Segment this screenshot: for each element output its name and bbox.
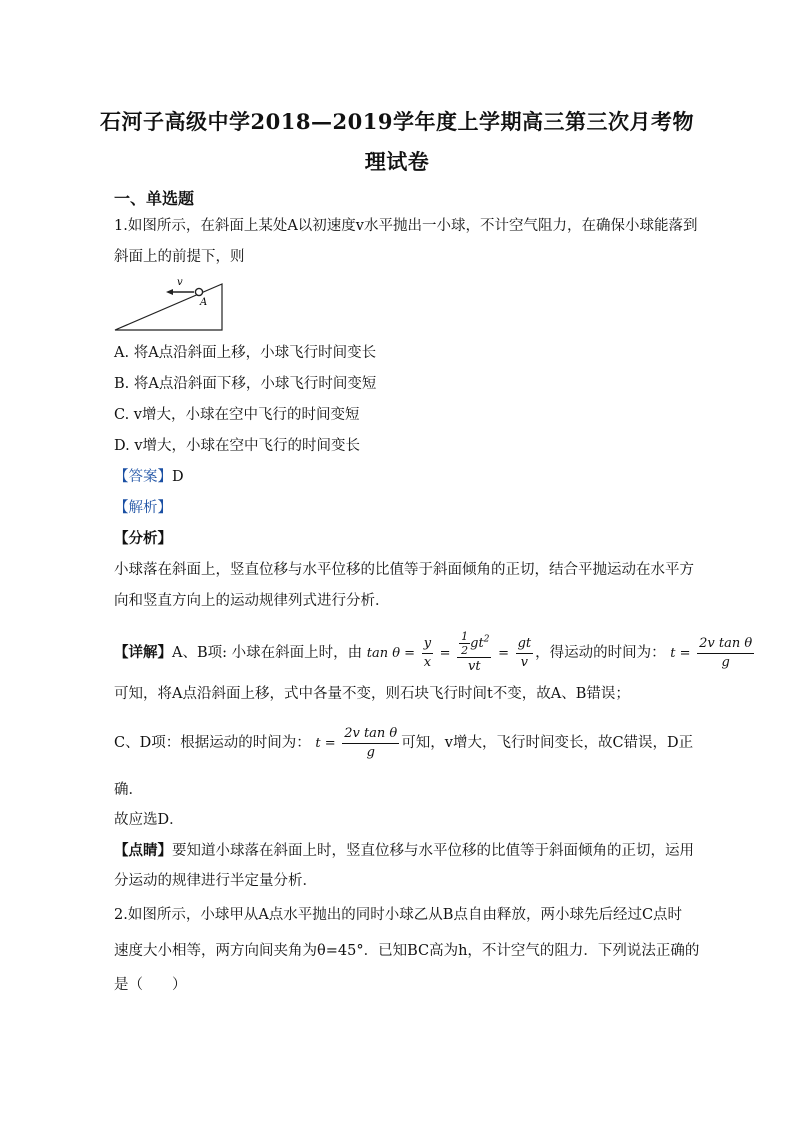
eq-half: [459, 630, 470, 657]
eq-numerator: [457, 630, 491, 658]
eq-v: v: [520, 654, 529, 670]
analysis-tag: 【解析】: [114, 500, 172, 516]
detail-cd-line2: 确．: [114, 782, 143, 798]
eq-vt: vt: [468, 659, 481, 674]
answer-tag: 【答案】: [114, 469, 172, 485]
detail-text-b: ，得运动的时间为：: [535, 645, 666, 661]
detail-line2: 可知，将A点沿斜面上移，式中各量不变，则石块飞行时间t不变，故A、B错误；: [114, 686, 630, 702]
detail-cd-text-a: C、D项：根据运动的时间为：: [114, 735, 311, 751]
page-title-line2: 理试卷: [364, 149, 430, 174]
dianjing-text: 要知道小球落在斜面上时，竖直位移与水平位移的比值等于斜面倾角的正切，运用: [172, 843, 694, 859]
eq-equals-2: =: [498, 646, 509, 661]
eq-square: 2: [483, 634, 490, 645]
answer-row: [114, 467, 684, 487]
dianjing-line2: 分运动的规律进行半定量分析．: [114, 873, 317, 889]
fenxi-line1: 小球落在斜面上，竖直位移与水平位移的比值等于斜面倾角的正切，结合平抛运动在水平方: [114, 562, 694, 578]
eq-equals: =: [439, 646, 451, 661]
q1-stem-line2: 斜面上的前提下，则: [114, 249, 245, 265]
q2-line1: 2.如图所示，小球甲从A点水平抛出的同时小球乙从B点自由释放，两小球先后经过C点时: [114, 907, 683, 923]
velocity-arrowhead: [166, 289, 173, 295]
q2-line3: 是（ ）: [114, 977, 187, 993]
point-a-label: A: [200, 297, 208, 308]
eq-frac-gtv: [516, 635, 534, 672]
detail-row: [114, 626, 753, 680]
eq-y: y: [422, 635, 433, 654]
dianjing-tag: 【点睛】: [114, 842, 172, 859]
eq-g-2: g: [366, 744, 375, 760]
fenxi-tag: 【分析】: [114, 530, 172, 547]
eq-t: t =: [670, 646, 691, 661]
eq-half-num: 1: [461, 630, 469, 643]
ball: [195, 288, 202, 295]
eq-tan: tan θ =: [366, 646, 416, 661]
q1-stem-line1: 1.如图所示，在斜面上某处A以初速度v水平抛出一小球，不计空气阻力，在确保小球能落到: [114, 218, 698, 234]
eq-frac-time: [697, 635, 754, 672]
detail-cd-text-b: 可知，v增大，飞行时间变长，故C错误，D正: [401, 735, 694, 751]
q1-option-b: B. 将A点沿斜面下移，小球飞行时间变短: [114, 376, 377, 392]
eq-x: x: [423, 654, 432, 670]
q2-line2: 速度大小相等，两方向间夹角为θ=45°．已知BC高为h，不计空气的阻力．下列说法正确的: [114, 943, 700, 959]
page-title: 石河子高级中学2018—2019学年度上学期高三第三次月考物: [100, 109, 694, 134]
q1-option-d: D. v增大，小球在空中飞行的时间变长: [114, 438, 361, 454]
fenxi-line2: 向和竖直方向上的运动规律列式进行分析．: [114, 593, 390, 609]
section-heading: 一、单选题: [114, 189, 195, 208]
detail-cd-row: [114, 716, 694, 770]
dianjing-row: [114, 841, 694, 861]
q1-option-c: C. v增大，小球在空中飞行的时间变短: [114, 407, 360, 423]
eq-g: g: [721, 654, 730, 670]
eq-gt: gt: [516, 635, 534, 654]
eq-frac-time-2: [342, 725, 399, 762]
incline-figure: [114, 274, 226, 332]
eq-frac-half-gt2: [457, 630, 491, 676]
eq-frac-yx: [422, 635, 433, 672]
velocity-label: v: [177, 277, 183, 288]
eq-2vtan: 2v tan θ: [697, 635, 754, 654]
detail-tag: 【详解】: [114, 644, 172, 661]
eq-2vtan-2: 2v tan θ: [342, 725, 399, 744]
q1-option-a: A. 将A点沿斜面上移，小球飞行时间变长: [114, 345, 377, 361]
detail-text-a: A、B项: 小球在斜面上时，由: [172, 645, 363, 661]
answer-value: D: [172, 469, 184, 485]
eq-t-2: t =: [315, 736, 336, 751]
eq-half-den: 2: [461, 644, 469, 657]
eq-gt2: gt: [470, 636, 484, 651]
conclusion: 故应选D．: [114, 812, 184, 828]
